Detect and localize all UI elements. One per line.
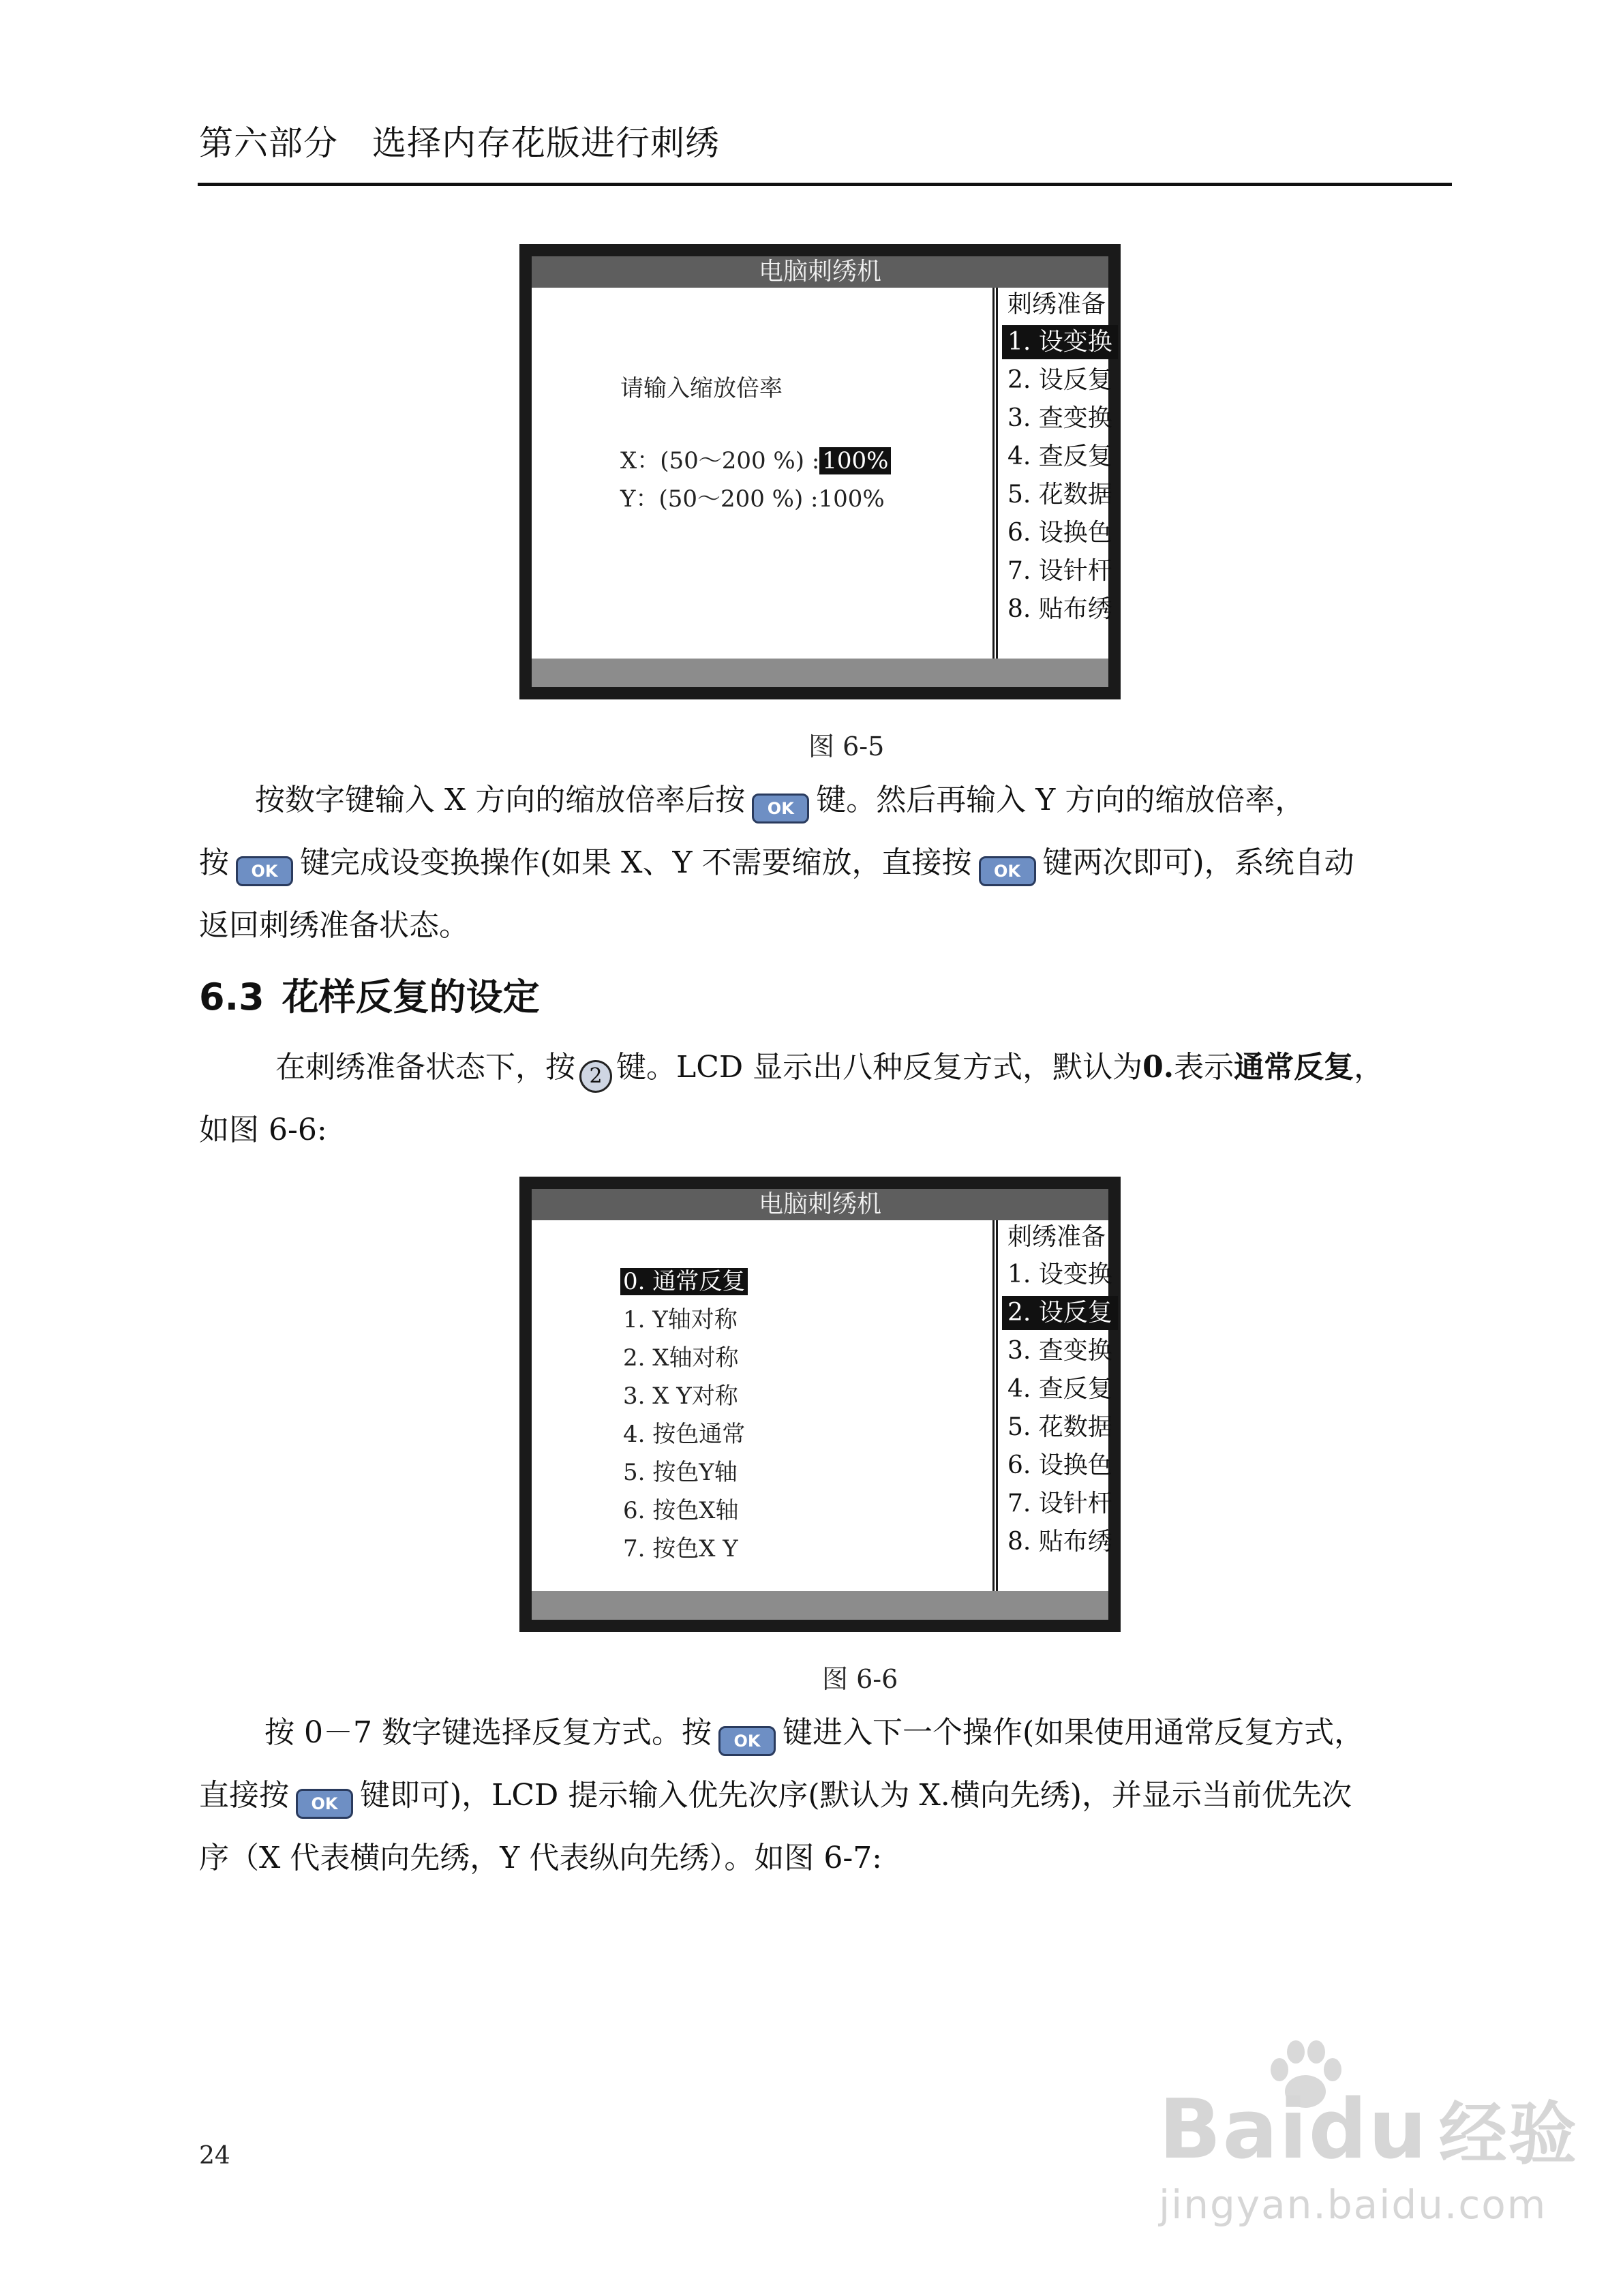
repeat-option-2[interactable]: 2. X轴对称 xyxy=(623,1344,739,1372)
paragraph-1: 按数字键输入 X 方向的缩放倍率后按 OK 键。然后再输入 Y 方向的缩放倍率， 按 OK 键完成设变换操作(如果 X、Y 不需要缩放，直接按 OK 键两次即可)，系统自动 返回刺绣准备状态。 xyxy=(199,783,1354,943)
ok-key-icon: OK xyxy=(718,1726,776,1756)
side-menu-item-set-repeat[interactable]: 2. 设反复 xyxy=(1007,366,1112,394)
side-menu-item-set-needle-bar[interactable]: 7. 设针杆 xyxy=(1007,557,1112,585)
section-number: 6.3 xyxy=(199,976,264,1018)
baidu-jingyan-watermark xyxy=(1132,2038,1581,2243)
lcd-title-bar: 电脑刺绣机 xyxy=(532,1189,1108,1220)
header-rule xyxy=(198,183,1452,186)
lcd-divider xyxy=(992,1220,998,1591)
lcd-side-menu xyxy=(998,1220,1112,1591)
side-menu-item-applique[interactable]: 8. 贴布绣 xyxy=(1007,595,1112,623)
lcd-status-bar xyxy=(532,1591,1108,1620)
side-menu-item-check-repeat[interactable]: 4. 查反复 xyxy=(1007,442,1112,470)
repeat-option-4[interactable]: 4. 按色通常 xyxy=(623,1421,746,1448)
header-section-title: 选择内存花版进行刺绣 xyxy=(372,123,720,163)
section-title: 花样反复的设定 xyxy=(282,976,540,1018)
repeat-option-5[interactable]: 5. 按色Y轴 xyxy=(623,1459,738,1486)
ok-key-icon: OK xyxy=(296,1789,353,1819)
ok-key-icon: OK xyxy=(752,794,809,824)
side-menu-item-applique[interactable]: 8. 贴布绣 xyxy=(1007,1528,1112,1556)
x-scale-row xyxy=(620,442,891,475)
paragraph-3: 按 0－7 数字键选择反复方式。按 OK 键进入下一个操作(如果使用通常反复方式， 直接按 OK 键即可)，LCD 提示输入优先次序(默认为 X.横向先绣)，并显示当前优先次 序（X 代表横向先绣，Y 代表纵向先绣）。如图 6-7: xyxy=(199,1715,1365,1875)
side-menu-item-set-transform[interactable]: 1. 设变换 xyxy=(1007,1260,1112,1288)
figure-caption-6-6: 图 6-6 xyxy=(822,1664,898,1694)
header-section-label: 第六部分 xyxy=(199,123,338,163)
x-scale-label: X：(50～200 %) : xyxy=(620,447,820,474)
figure-caption-6-5: 图 6-5 xyxy=(808,731,885,761)
y-scale-row xyxy=(620,480,885,513)
y-scale-value[interactable]: 100% xyxy=(818,485,885,513)
lcd-status-bar xyxy=(532,659,1108,687)
lcd-main-area xyxy=(532,1220,992,1591)
side-menu-item-set-color-change[interactable]: 6. 设换色 xyxy=(1007,519,1112,547)
y-scale-label: Y：(50～200 %) : xyxy=(620,485,819,513)
paragraph-2: 在刺绣准备状态下，按 2 键。LCD 显示出八种反复方式，默认为0.表示通常反复， 如图 6-6: xyxy=(199,1050,1384,1147)
side-menu-item-pattern-data[interactable]: 5. 花数据 xyxy=(1007,1413,1112,1441)
side-menu-item-set-repeat[interactable]: 2. 设反复 xyxy=(1002,1296,1118,1330)
repeat-option-0[interactable]: 0. 通常反复 xyxy=(620,1263,748,1296)
side-menu-item-set-transform[interactable]: 1. 设变换 xyxy=(1002,325,1118,359)
scale-prompt: 请输入缩放倍率 xyxy=(620,375,783,402)
side-menu-item-check-transform[interactable]: 3. 查变换 xyxy=(1007,404,1112,432)
x-scale-value[interactable]: 100% xyxy=(819,447,891,474)
ok-key-icon: OK xyxy=(236,856,293,886)
repeat-option-6[interactable]: 6. 按色X轴 xyxy=(623,1497,739,1524)
repeat-option-3[interactable]: 3. X Y对称 xyxy=(623,1383,738,1410)
lcd-main-area xyxy=(532,288,992,659)
repeat-option-1[interactable]: 1. Y轴对称 xyxy=(623,1306,738,1333)
side-menu-item-pattern-data[interactable]: 5. 花数据 xyxy=(1007,481,1112,509)
lcd-divider xyxy=(992,288,998,659)
page-header xyxy=(199,116,720,165)
watermark-brand: Baidu 经验 xyxy=(1159,2083,1578,2177)
side-menu-title: 刺绣准备 xyxy=(1007,1223,1106,1251)
lcd-screen-fig-6-5 xyxy=(519,244,1121,699)
page-number: 24 xyxy=(199,2142,230,2170)
section-heading-6-3 xyxy=(199,968,540,1021)
watermark-url: jingyan.baidu.com xyxy=(1159,2181,1547,2228)
lcd-screen-fig-6-6 xyxy=(519,1177,1121,1632)
side-menu-item-check-repeat[interactable]: 4. 查反复 xyxy=(1007,1375,1112,1403)
side-menu-item-check-transform[interactable]: 3. 查变换 xyxy=(1007,1337,1112,1365)
side-menu-item-set-needle-bar[interactable]: 7. 设针杆 xyxy=(1007,1490,1112,1517)
lcd-side-menu xyxy=(998,288,1112,659)
number-key-2-icon: 2 xyxy=(579,1060,612,1093)
ok-key-icon: OK xyxy=(979,856,1036,886)
lcd-title-bar: 电脑刺绣机 xyxy=(532,256,1108,288)
side-menu-title: 刺绣准备 xyxy=(1007,290,1106,318)
side-menu-item-set-color-change[interactable]: 6. 设换色 xyxy=(1007,1451,1112,1479)
repeat-option-7[interactable]: 7. 按色X Y xyxy=(623,1535,738,1562)
